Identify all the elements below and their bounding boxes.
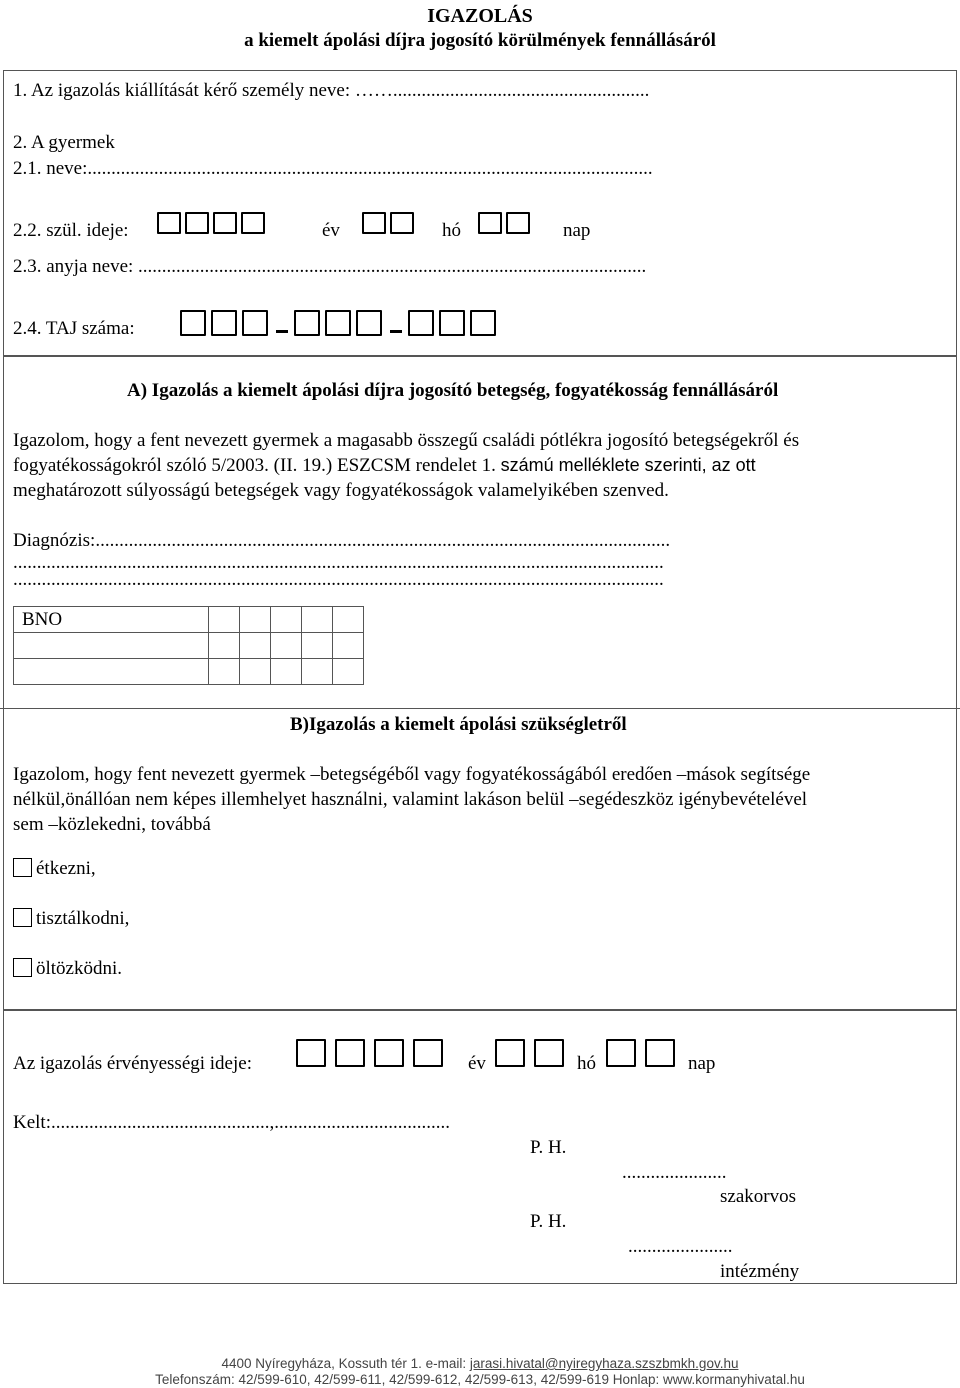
bno-cell[interactable] xyxy=(302,633,333,659)
bno-cell[interactable] xyxy=(333,659,364,685)
footer-contacts: Telefonszám: 42/599-610, 42/599-611, 42/599-612, 42/599-613, 42/599-619 Honlap: www.kormanyhivatal.hu xyxy=(155,1372,805,1387)
document-subtitle: a kiemelt ápolási díjra jogosító körülmények fennállásáról xyxy=(244,30,716,51)
digit-box[interactable] xyxy=(325,310,351,336)
bno-cell[interactable] xyxy=(209,607,240,633)
option-dressing[interactable] xyxy=(13,958,122,980)
digit-box[interactable] xyxy=(374,1039,404,1067)
day-label: nap xyxy=(563,220,591,241)
validity-day-boxes[interactable] xyxy=(606,1039,675,1073)
digit-box[interactable] xyxy=(439,310,465,336)
digit-box[interactable] xyxy=(185,212,209,234)
validity-frame xyxy=(3,1010,957,1284)
option-label: öltözködni. xyxy=(36,958,123,979)
birth-year-boxes[interactable] xyxy=(157,212,269,240)
diagnosis-field[interactable]: Diagnózis:......................................................................................................................... xyxy=(13,530,671,551)
bno-cell[interactable] xyxy=(240,607,271,633)
digit-box[interactable] xyxy=(211,310,237,336)
digit-box[interactable] xyxy=(413,1039,443,1067)
mother-name-field[interactable]: 2.3. anyja neve: ........................................................................................................... xyxy=(13,256,647,277)
digit-box[interactable] xyxy=(213,212,237,234)
checkbox[interactable] xyxy=(13,858,32,877)
bno-cell[interactable] xyxy=(302,607,333,633)
bno-cell[interactable] xyxy=(240,659,271,685)
diagnosis-dots-1[interactable]: ......................................................................................................................................... xyxy=(13,552,664,573)
validity-day-label: nap xyxy=(688,1053,716,1074)
digit-box[interactable] xyxy=(356,310,382,336)
bno-cell[interactable] xyxy=(14,659,209,685)
bno-cell[interactable] xyxy=(240,633,271,659)
bno-cell[interactable] xyxy=(209,633,240,659)
specialist-label: szakorvos xyxy=(720,1186,796,1207)
digit-box[interactable] xyxy=(606,1039,636,1067)
stamp-placeholder-2: P. H. xyxy=(530,1211,567,1232)
bno-label: BNO xyxy=(14,607,209,633)
checkbox[interactable] xyxy=(13,958,32,977)
bno-cell[interactable] xyxy=(271,659,302,685)
section-b-line-2: nélkül,önállóan nem képes illemhelyet használni, valamint lakáson belül –segédeszköz igénybevételével xyxy=(13,789,808,810)
digit-box[interactable] xyxy=(157,212,181,234)
validity-month-label: hó xyxy=(577,1053,596,1074)
section-a-line-1: Igazolom, hogy a fent nevezett gyermek a magasabb összegű családi pótlékra jogosító betegségekről és xyxy=(13,430,800,451)
digit-box[interactable] xyxy=(470,310,496,336)
digit-box[interactable] xyxy=(335,1039,365,1067)
birth-day-boxes[interactable] xyxy=(478,212,534,240)
bno-cell[interactable] xyxy=(302,659,333,685)
validity-label: Az igazolás érvényességi ideje: xyxy=(13,1053,252,1074)
checkbox[interactable] xyxy=(13,908,32,927)
month-label: hó xyxy=(442,220,461,241)
bno-code-table xyxy=(13,606,364,685)
section-b-line-1: Igazolom, hogy fent nevezett gyermek –betegségéből vagy fogyatékosságából eredően –mások segítsége xyxy=(13,764,811,785)
validity-month-boxes[interactable] xyxy=(495,1039,564,1073)
digit-box[interactable] xyxy=(534,1039,564,1067)
section-b-line-3: sem –közlekedni, továbbá xyxy=(13,814,211,835)
option-eating[interactable] xyxy=(13,858,96,880)
option-label: tisztálkodni, xyxy=(36,908,130,929)
diagnosis-dots-2[interactable]: ......................................................................................................................................... xyxy=(13,569,664,590)
decree-reference: fogyatékosságokról szóló 5/2003. (II. 19.) ESZCSM rendelet 1. xyxy=(13,455,496,476)
digit-box[interactable] xyxy=(241,212,265,234)
digit-box[interactable] xyxy=(390,212,414,234)
digit-box[interactable] xyxy=(478,212,502,234)
footer-address-text: 4400 Nyíregyháza, Kossuth tér 1. e-mail: xyxy=(221,1356,470,1371)
option-label: étkezni, xyxy=(36,858,96,879)
taj-number-boxes[interactable] xyxy=(180,310,501,342)
bno-cell[interactable] xyxy=(271,607,302,633)
digit-box[interactable] xyxy=(296,1039,326,1067)
digit-box[interactable] xyxy=(294,310,320,336)
digit-box[interactable] xyxy=(242,310,268,336)
digit-box[interactable] xyxy=(495,1039,525,1067)
footer-email-link[interactable]: jarasi.hivatal@nyiregyhaza.szszbmkh.gov.hu xyxy=(469,1356,739,1371)
section-a-line-3: meghatározott súlyosságú betegségek vagy fogyatékosságok valamelyikében szenved. xyxy=(13,480,669,501)
section-divider xyxy=(0,708,960,709)
separator-dash xyxy=(276,330,288,333)
bno-cell[interactable] xyxy=(271,633,302,659)
separator-dash xyxy=(390,330,402,333)
footer-address xyxy=(0,1356,960,1371)
child-name-field[interactable]: 2.1. neve:....................................................................................................................... xyxy=(13,158,653,179)
bno-cell[interactable] xyxy=(209,659,240,685)
requester-name-field[interactable]: 1. Az igazolás kiállítását kérő személy neve: ……...................................................... xyxy=(13,80,650,101)
validity-year-boxes[interactable] xyxy=(296,1039,443,1073)
signature-line-specialist[interactable]: ...................... xyxy=(622,1162,727,1183)
bno-cell[interactable] xyxy=(14,633,209,659)
birth-date-label: 2.2. szül. ideje: xyxy=(13,220,129,241)
digit-box[interactable] xyxy=(506,212,530,234)
digit-box[interactable] xyxy=(362,212,386,234)
stamp-placeholder-1: P. H. xyxy=(530,1137,567,1158)
issued-place-date-field[interactable]: Kelt:..............................................,..................................... xyxy=(13,1112,450,1133)
section-a-line-2 xyxy=(13,455,756,477)
institution-label: intézmény xyxy=(720,1261,800,1282)
birth-month-boxes[interactable] xyxy=(362,212,418,240)
document-title: IGAZOLÁS xyxy=(427,5,533,27)
year-label: év xyxy=(322,220,340,241)
signature-line-institution[interactable]: ...................... xyxy=(628,1236,733,1257)
taj-label: 2.4. TAJ száma: xyxy=(13,318,135,339)
bno-cell[interactable] xyxy=(333,607,364,633)
child-heading: 2. A gyermek xyxy=(13,132,115,153)
digit-box[interactable] xyxy=(180,310,206,336)
validity-year-label: év xyxy=(468,1053,486,1074)
digit-box[interactable] xyxy=(408,310,434,336)
option-washing[interactable] xyxy=(13,908,129,930)
section-a-heading: A) Igazolás a kiemelt ápolási díjra jogosító betegség, fogyatékosság fennállásáról xyxy=(127,380,779,401)
section-b-heading: B)Igazolás a kiemelt ápolási szükségletről xyxy=(290,714,627,735)
annex-reference: számú melléklete szerinti, az ott xyxy=(500,455,756,475)
bno-cell[interactable] xyxy=(333,633,364,659)
digit-box[interactable] xyxy=(645,1039,675,1067)
